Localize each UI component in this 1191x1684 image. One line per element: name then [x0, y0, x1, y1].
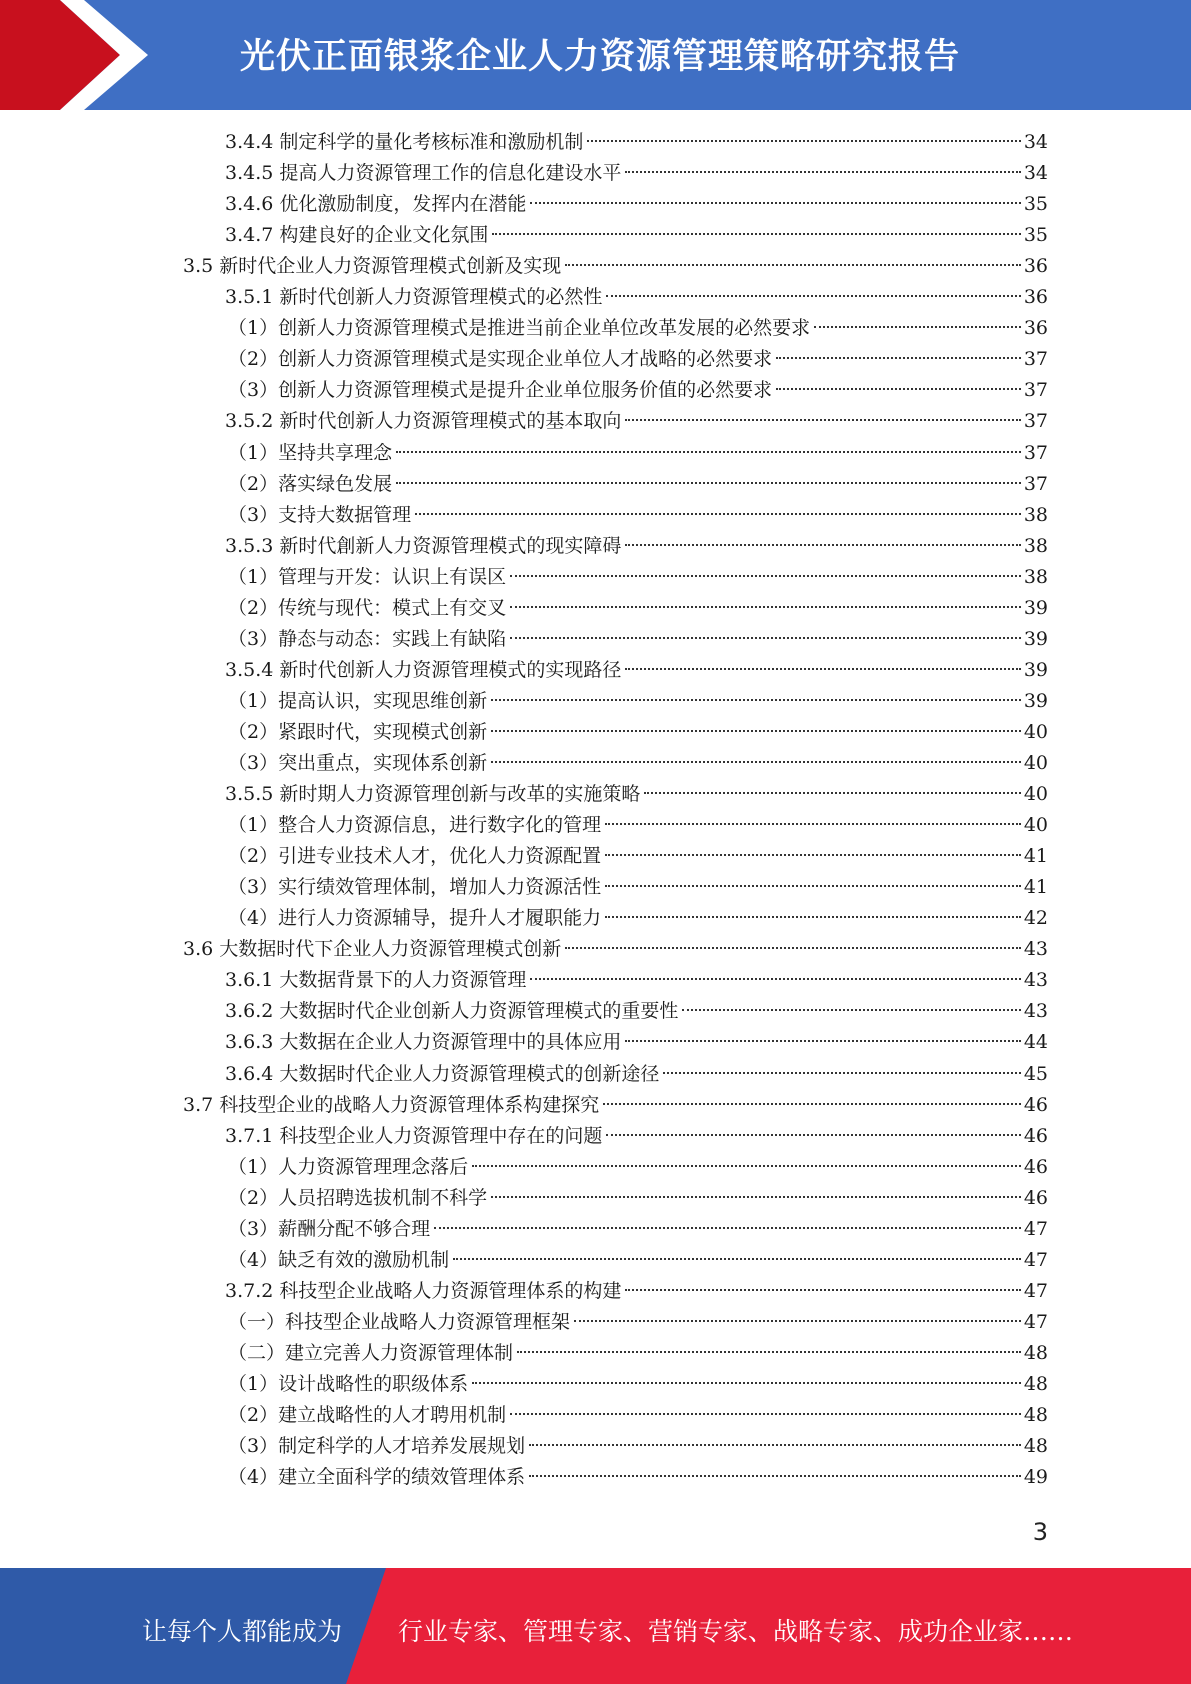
toc-entry[interactable]: [225, 1121, 1048, 1151]
toc-entry-page: 49: [1023, 1466, 1048, 1489]
toc-entry[interactable]: [228, 1369, 1048, 1399]
toc-entry[interactable]: [183, 1090, 1048, 1120]
toc-entry-title: （2）引进专业技术人才，优化人力资源配置: [228, 845, 602, 868]
toc-entry-page: 37: [1023, 441, 1048, 464]
toc-entry[interactable]: [228, 1183, 1048, 1213]
toc-leader-dots: [682, 1009, 1020, 1011]
toc-leader-dots: [453, 1258, 1021, 1260]
page-number: 3: [1032, 1518, 1048, 1546]
toc-entry[interactable]: [225, 1276, 1048, 1306]
toc-entry-title: （3）创新人力资源管理模式是提升企业单位服务价值的必然要求: [228, 379, 773, 402]
toc-entry[interactable]: [228, 624, 1048, 654]
page-header: [0, 0, 1191, 110]
toc-entry[interactable]: [225, 158, 1048, 188]
toc-entry-title: 3.5.4 新时代创新人力资源管理模式的实现路径: [225, 658, 622, 681]
toc-leader-dots: [644, 792, 1020, 794]
toc-entry-page: 40: [1023, 752, 1048, 774]
toc-leader-dots: [565, 947, 1021, 949]
toc-entry-title: （一）科技型企业战略人力资源管理框架: [228, 1310, 571, 1333]
toc-entry[interactable]: [228, 717, 1048, 747]
toc-entry-page: 36: [1023, 255, 1048, 278]
toc-leader-dots: [606, 295, 1020, 297]
toc-entry[interactable]: [228, 686, 1048, 716]
toc-leader-dots: [625, 1040, 1020, 1042]
toc-entry[interactable]: [228, 1338, 1048, 1368]
toc-leader-dots: [625, 419, 1020, 421]
toc-entry[interactable]: [228, 872, 1048, 902]
toc-leader-dots: [492, 233, 1020, 235]
toc-leader-dots: [776, 357, 1021, 359]
toc-entry-title: 3.7 科技型企业的战略人力资源管理体系构建探究: [183, 1093, 600, 1116]
toc-entry-page: 48: [1023, 1341, 1048, 1364]
toc-leader-dots: [510, 637, 1021, 639]
toc-leader-dots: [530, 202, 1020, 204]
page-title: 光伏正面银浆企业人力资源管理策略研究报告: [240, 37, 961, 77]
toc-entry-page: 46: [1023, 1093, 1048, 1116]
toc-entry-title: （3）制定科学的人才培养发展规划: [228, 1435, 526, 1458]
toc-entry-title: （1）整合人力资源信息，进行数字化的管理: [228, 814, 602, 837]
toc-entry-page: 38: [1023, 503, 1048, 526]
toc-entry-page: 43: [1023, 1000, 1048, 1023]
toc-entry[interactable]: [228, 1245, 1048, 1275]
footer-slogan-left: 让每个人都能成为: [142, 1617, 343, 1646]
toc-entry[interactable]: [228, 1152, 1048, 1182]
toc-entry-title: 3.4.6 优化激励制度，发挥内在潜能: [225, 193, 527, 216]
toc-entry-title: （1）管理与开发：认识上有误区: [228, 565, 507, 588]
toc-leader-dots: [606, 1134, 1020, 1136]
toc-leader-dots: [605, 885, 1021, 887]
toc-leader-dots: [510, 606, 1021, 608]
toc-entry[interactable]: [225, 189, 1048, 219]
toc-entry-page: 39: [1023, 689, 1048, 712]
toc-entry-page: 47: [1023, 1310, 1048, 1333]
toc-entry-page: 47: [1023, 1279, 1048, 1302]
toc-leader-dots: [472, 1382, 1021, 1384]
toc-leader-dots: [605, 854, 1021, 856]
toc-entry-title: 3.7.2 科技型企业战略人力资源管理体系的构建: [225, 1279, 622, 1302]
toc-entry[interactable]: [225, 127, 1048, 157]
toc-entry-title: 3.6.3 大数据在企业人力资源管理中的具体应用: [225, 1031, 622, 1054]
toc-entry-page: 40: [1023, 814, 1048, 837]
toc-leader-dots: [663, 1072, 1020, 1074]
toc-entry-title: 3.6 大数据时代下企业人力资源管理模式创新: [183, 938, 562, 961]
toc-leader-dots: [625, 171, 1020, 173]
toc-entry-title: （1）提高认识，实现思维创新: [228, 689, 488, 712]
toc-leader-dots: [529, 1475, 1021, 1477]
toc-entry-title: （1）设计战略性的职级体系: [228, 1373, 469, 1395]
toc-entry[interactable]: [228, 1307, 1048, 1337]
page-footer: [0, 1568, 1191, 1684]
toc-leader-dots: [491, 761, 1021, 763]
toc-entry[interactable]: [225, 996, 1048, 1026]
toc-entry[interactable]: [228, 313, 1048, 343]
toc-entry[interactable]: [228, 500, 1048, 530]
toc-entry-page: 39: [1023, 596, 1048, 619]
toc-entry[interactable]: [225, 779, 1048, 809]
toc-entry-page: 37: [1023, 472, 1048, 495]
toc-leader-dots: [491, 730, 1021, 732]
toc-leader-dots: [472, 1165, 1021, 1167]
toc-leader-dots: [603, 1103, 1021, 1105]
toc-entry-title: 3.6.4 大数据时代企业人力资源管理模式的创新途径: [225, 1062, 660, 1085]
toc-leader-dots: [530, 978, 1020, 980]
toc-entry-page: 37: [1023, 348, 1048, 371]
toc-leader-dots: [625, 1289, 1020, 1291]
toc-leader-dots: [491, 699, 1021, 701]
toc-entry-title: 3.5.2 新时代创新人力资源管理模式的基本取向: [225, 410, 622, 433]
toc-entry-title: （4）缺乏有效的激励机制: [228, 1248, 450, 1271]
toc-entry-page: 39: [1023, 658, 1048, 681]
toc-entry-title: （2）建立战略性的人才聘用机制: [228, 1404, 507, 1427]
toc-entry-title: （3）静态与动态：实践上有缺陷: [228, 627, 507, 650]
toc-entry[interactable]: [228, 810, 1048, 840]
toc-entry-page: 41: [1023, 876, 1048, 899]
toc-entry[interactable]: [228, 1431, 1048, 1461]
toc-entry-title: （1）坚持共享理念: [228, 441, 393, 464]
toc-leader-dots: [396, 451, 1021, 453]
toc-leader-dots: [517, 1351, 1021, 1353]
toc-entry[interactable]: [225, 655, 1048, 685]
toc-entry-page: 40: [1023, 783, 1048, 806]
toc-entry-title: （2）紧跟时代，实现模式创新: [228, 720, 488, 743]
toc-leader-dots: [814, 326, 1021, 328]
toc-leader-dots: [625, 544, 1020, 546]
toc-leader-dots: [434, 1227, 1021, 1229]
toc-entry-title: 3.5.5 新时期人力资源管理创新与改革的实施策略: [225, 783, 641, 806]
toc-entry-title: （2）人员招聘选拔机制不科学: [228, 1186, 488, 1209]
toc-leader-dots: [574, 1320, 1021, 1322]
toc-entry-page: 36: [1023, 317, 1048, 340]
toc-entry-title: 3.5.1 新时代创新人力资源管理模式的必然性: [225, 286, 603, 309]
toc-leader-dots: [587, 140, 1020, 142]
toc-entry[interactable]: [228, 593, 1048, 623]
toc-entry-title: （二）建立完善人力资源管理体制: [228, 1341, 514, 1364]
toc-entry-title: （4）建立全面科学的绩效管理体系: [228, 1466, 526, 1489]
toc-entry-page: 35: [1023, 193, 1048, 216]
toc-entry-title: 3.7.1 科技型企业人力资源管理中存在的问题: [225, 1124, 603, 1147]
toc-entry-page: 46: [1023, 1124, 1048, 1147]
toc-entry[interactable]: [225, 531, 1048, 561]
toc-entry-title: （3）薪酬分配不够合理: [228, 1217, 431, 1240]
toc-entry[interactable]: [183, 251, 1048, 281]
toc-entry-page: 34: [1023, 162, 1048, 185]
toc-entry-page: 34: [1023, 131, 1048, 153]
toc-leader-dots: [625, 668, 1020, 670]
toc-entry-page: 38: [1023, 534, 1048, 557]
toc-entry-title: 3.4.7 构建良好的企业文化氛围: [225, 224, 489, 247]
toc-entry-title: 3.5.3 新时代創新人力资源管理模式的现实障碍: [225, 534, 622, 557]
toc-entry-page: 48: [1023, 1404, 1048, 1427]
toc-leader-dots: [510, 575, 1021, 577]
toc-entry-page: 48: [1023, 1435, 1048, 1458]
toc-entry-title: （2）创新人力资源管理模式是实现企业单位人才战略的必然要求: [228, 348, 773, 371]
toc-entry[interactable]: [228, 1462, 1048, 1492]
toc-leader-dots: [605, 916, 1021, 918]
toc-entry-page: 48: [1023, 1373, 1048, 1395]
toc-entry-page: 45: [1023, 1062, 1048, 1085]
toc-entry-title: （2）落实绿色发展: [228, 472, 393, 495]
toc-entry[interactable]: [228, 748, 1048, 778]
toc-entry-page: 47: [1023, 1217, 1048, 1240]
toc-entry[interactable]: [228, 562, 1048, 592]
toc-entry-page: 44: [1023, 1031, 1048, 1054]
toc-leader-dots: [776, 388, 1021, 390]
toc-entry-title: （2）传统与现代：模式上有交叉: [228, 596, 507, 619]
toc-entry-title: 3.6.2 大数据时代企业创新人力资源管理模式的重要性: [225, 1000, 679, 1023]
toc-entry-title: 3.6.1 大数据背景下的人力资源管理: [225, 969, 527, 992]
toc-entry-page: 47: [1023, 1248, 1048, 1271]
toc-entry[interactable]: [225, 220, 1048, 250]
toc-entry[interactable]: [228, 1400, 1048, 1430]
toc-entry-page: 39: [1023, 627, 1048, 650]
toc-entry-page: 37: [1023, 379, 1048, 402]
toc-entry-page: 36: [1023, 286, 1048, 309]
toc-leader-dots: [510, 1413, 1021, 1415]
toc-leader-dots: [396, 482, 1021, 484]
toc-entry-page: 43: [1023, 938, 1048, 961]
toc-entry[interactable]: [225, 1027, 1048, 1057]
toc-entry[interactable]: [183, 934, 1048, 964]
toc-entry-title: （4）进行人力资源辅导，提升人才履职能力: [228, 907, 602, 930]
toc-entry-page: 40: [1023, 720, 1048, 743]
toc-entry[interactable]: [228, 438, 1048, 468]
toc-leader-dots: [491, 1196, 1021, 1198]
toc-entry[interactable]: [225, 1059, 1048, 1089]
toc-entry-title: 3.5 新时代企业人力资源管理模式创新及实现: [183, 255, 562, 278]
toc-entry[interactable]: [228, 841, 1048, 871]
toc-entry-title: （3）支持大数据管理: [228, 503, 412, 526]
toc-entry-title: （1）人力资源管理理念落后: [228, 1155, 469, 1178]
toc-entry-page: 37: [1023, 410, 1048, 433]
toc-entry[interactable]: [225, 406, 1048, 436]
toc-entry-page: 43: [1023, 969, 1048, 992]
toc-entry-title: （3）实行绩效管理体制，增加人力资源活性: [228, 876, 602, 899]
toc-entry-title: 3.4.4 制定科学的量化考核标准和激励机制: [225, 131, 584, 153]
toc-entry-page: 46: [1023, 1155, 1048, 1178]
toc-leader-dots: [415, 513, 1021, 515]
toc-entry[interactable]: [228, 1214, 1048, 1244]
toc-leader-dots: [529, 1444, 1021, 1446]
toc-entry-title: （3）突出重点，实现体系创新: [228, 752, 488, 774]
footer-slogan-right: 行业专家、管理专家、营销专家、战略专家、成功企业家……: [398, 1617, 1074, 1646]
toc-entry[interactable]: [225, 282, 1048, 312]
toc-entry-title: 3.4.5 提高人力资源管理工作的信息化建设水平: [225, 162, 622, 185]
toc-entry-title: （1）创新人力资源管理模式是推进当前企业单位改革发展的必然要求: [228, 317, 811, 340]
toc-entry-page: 42: [1023, 907, 1048, 930]
toc-entry[interactable]: [228, 375, 1048, 405]
toc-entry[interactable]: [228, 903, 1048, 933]
toc-leader-dots: [605, 823, 1021, 825]
toc-entry-page: 35: [1023, 224, 1048, 247]
toc-leader-dots: [565, 264, 1021, 266]
toc-entry-page: 46: [1023, 1186, 1048, 1209]
toc-entry[interactable]: [228, 469, 1048, 499]
toc-entry[interactable]: [228, 344, 1048, 374]
toc-entry[interactable]: [225, 965, 1048, 995]
toc-entry-page: 38: [1023, 565, 1048, 588]
toc-entry-page: 41: [1023, 845, 1048, 868]
